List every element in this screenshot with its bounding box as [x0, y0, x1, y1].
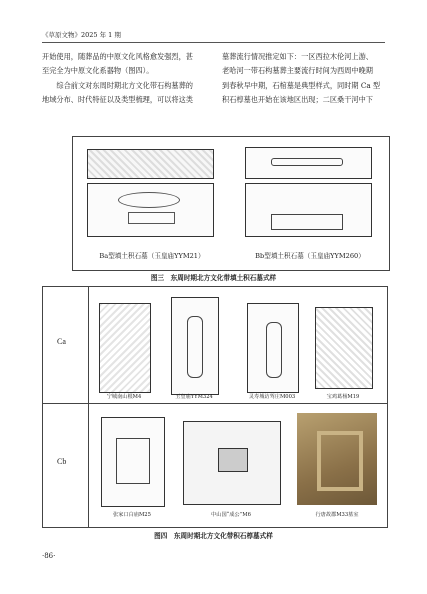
text-line: 到春秋早中期，石棺墓是典型样式，同时期 Ca 型: [222, 80, 381, 90]
ba-tomb-plan: [87, 149, 214, 179]
row-label-ca: Ca: [57, 337, 66, 346]
ca-tomb-drawing: [247, 303, 299, 393]
text-line: 老哈河一带石构墓葬主要流行时间为西周中晚期: [222, 66, 373, 76]
ca-item-label: 玉皇庙YYM324: [175, 394, 213, 400]
running-header: 《草原文物》2025 年 1 期: [42, 31, 121, 39]
skeleton: [187, 316, 203, 378]
coffin-outline: [271, 214, 343, 230]
figure-3-caption: 图三 东周时期北方文化带填土积石墓式样: [150, 274, 277, 282]
ba-tomb-label: Ba型填土积石墓（玉皇庙YYM21）: [99, 252, 205, 260]
ca-tomb-drawing: [315, 307, 373, 389]
page-number: ·86·: [42, 552, 56, 560]
row-divider: [43, 403, 387, 404]
stone-fill: [118, 192, 180, 208]
text-line: 综合前文对东周时期北方文化带石构墓葬的: [42, 80, 193, 90]
bb-tomb-plan: [245, 147, 372, 179]
stone-fill: [128, 212, 175, 224]
cb-tomb-photo: [297, 413, 377, 505]
bb-tomb-label: Bb型填土积石墓（玉皇庙YYM260）: [255, 252, 365, 260]
cb-tomb-drawing: [183, 421, 281, 505]
cb-item-label: 行唐故郡M33墓室: [315, 512, 359, 518]
ca-tomb-drawing: [99, 303, 151, 393]
figure-4-caption: 图四 东周时期北方文化带积石椁墓式样: [154, 532, 273, 540]
ba-tomb-section: [87, 183, 214, 237]
text-line: 开始使用，随葬品的中原文化风格愈发强烈，甚: [42, 52, 193, 61]
skeleton: [271, 158, 343, 166]
text-line: 地域分布、时代特征以及类型梳理，可以将这类: [42, 94, 193, 104]
figure-3-frame: [72, 136, 390, 271]
ca-tomb-drawing: [171, 297, 219, 395]
skeleton: [266, 322, 282, 378]
text-line: 至完全为中原文化系器物（图四）。: [42, 66, 154, 76]
right-text-column: [222, 50, 388, 107]
left-text-column: [42, 50, 208, 107]
cb-tomb-drawing: [101, 417, 165, 507]
ca-item-label: 宝鸡葛杨M19: [326, 394, 360, 400]
photo-tomb-chamber: [317, 431, 363, 491]
text-line: 积石椁墓也开始在该地区出现；二区桑干河中下: [222, 94, 373, 104]
figure-4-frame: [42, 286, 388, 528]
cb-item-label: 张家口白庙M25: [113, 512, 151, 518]
inner-chamber: [116, 438, 150, 484]
header-rule: [42, 42, 385, 43]
bb-tomb-section: [245, 183, 372, 237]
ca-item-label: 宁城南山根M4: [106, 394, 142, 400]
inner-chamber: [218, 448, 248, 472]
cb-item-label: 中山国“成公”M6: [211, 512, 251, 518]
row-label-cb: Cb: [57, 457, 67, 466]
text-line: 墓葬流行情况推定如下：一区西拉木伦河上游、: [222, 52, 373, 61]
label-column-divider: [88, 287, 89, 527]
ca-item-label: 灵寿城访驾庄M003: [248, 394, 296, 400]
